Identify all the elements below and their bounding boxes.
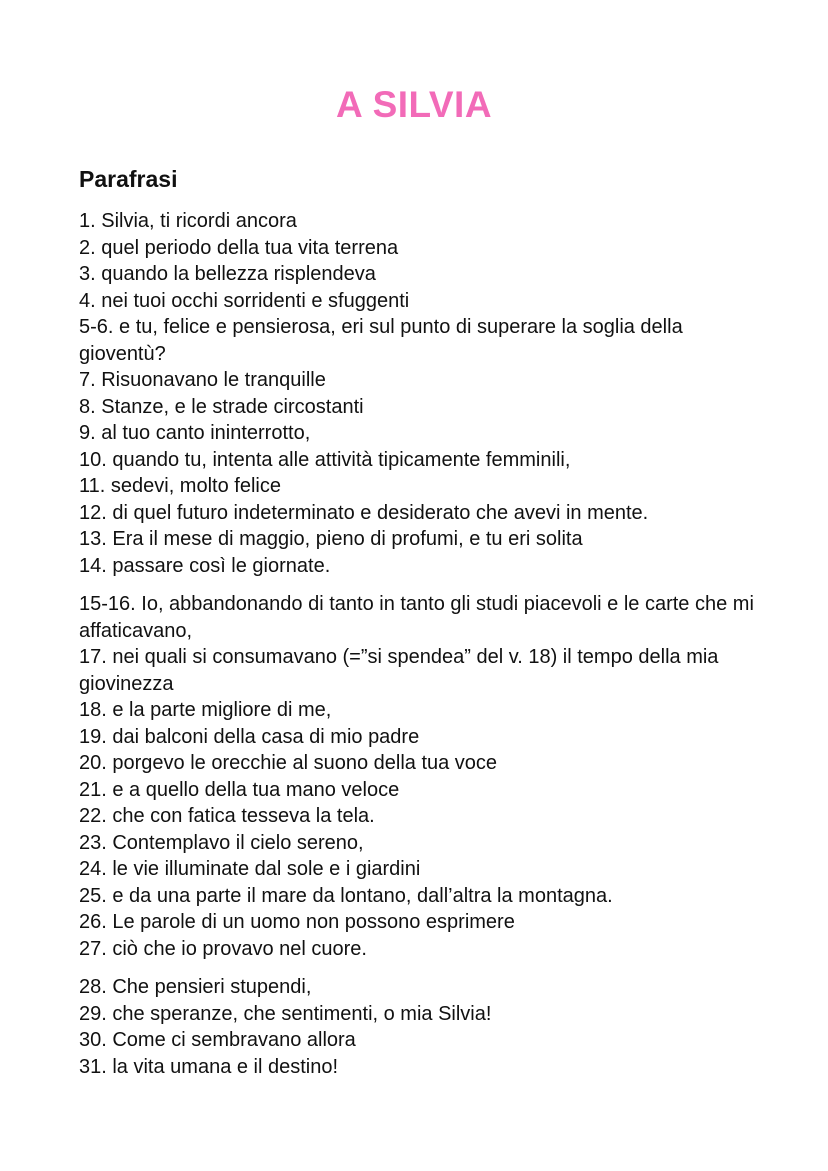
stanza-2 [79, 591, 769, 962]
stanza-3 [79, 974, 769, 1080]
verse-line: 2. quel periodo della tua vita terrena [79, 236, 399, 259]
verse-line: 13. Era il mese di maggio, pieno di profumi, e tu eri solita [79, 528, 583, 550]
verse-line: 31. la vita umana e il destino! [79, 1055, 339, 1078]
verse-line: 28. Che pensieri stupendi, [79, 976, 312, 998]
verse-line: 15-16. Io, abbandonando di tanto in tanto gli studi piacevoli e le carte che mi affaticavano, [79, 593, 754, 642]
verse-line: 29. che speranze, che sentimenti, o mia Silvia! [79, 1002, 492, 1025]
verse-line: 14. passare così le giornate. [79, 554, 331, 577]
verse-line: 20. porgevo le orecchie al suono della tua voce [79, 752, 498, 774]
verse-line: 9. al tuo canto ininterrotto, [79, 422, 311, 444]
verse-line: 27. ciò che io provavo nel cuore. [79, 937, 367, 960]
paraphrase-body [79, 208, 769, 1080]
verse-line: 21. e a quello della tua mano veloce [79, 778, 400, 801]
verse-line: 30. Come ci sembravano allora [79, 1029, 356, 1051]
verse-line: 11. sedevi, molto felice [79, 475, 281, 497]
verse-line: 12. di quel futuro indeterminato e desiderato che avevi in mente. [79, 501, 649, 524]
section-heading: Parafrasi [79, 166, 178, 192]
verse-line: 10. quando tu, intenta alle attività tipicamente femminili, [79, 448, 571, 471]
verse-line: 19. dai balconi della casa di mio padre [79, 725, 420, 748]
verse-line: 18. e la parte migliore di me, [79, 699, 332, 721]
stanza-1 [79, 208, 769, 579]
verse-line: 17. nei quali si consumavano (=”si spendea” del v. 18) il tempo della mia giovinezza [79, 646, 719, 695]
verse-line: 1. Silvia, ti ricordi ancora [79, 210, 297, 232]
verse-line: 7. Risuonavano le tranquille [79, 369, 326, 391]
verse-line: 24. le vie illuminate dal sole e i giardini [79, 858, 421, 880]
verse-line: 25. e da una parte il mare da lontano, dall’altra la montagna. [79, 884, 613, 907]
document-title: A SILVIA [335, 84, 493, 125]
verse-line: 26. Le parole di un uomo non possono esprimere [79, 911, 515, 933]
verse-line: 23. Contemplavo il cielo sereno, [79, 831, 364, 854]
verse-line: 8. Stanze, e le strade circostanti [79, 395, 364, 418]
verse-line: 22. che con fatica tesseva la tela. [79, 805, 375, 827]
verse-line: 5-6. e tu, felice e pensierosa, eri sul punto di superare la soglia della gioventù? [79, 316, 683, 365]
verse-line: 4. nei tuoi occhi sorridenti e sfuggenti [79, 289, 410, 312]
verse-line: 3. quando la bellezza risplendeva [79, 263, 376, 285]
